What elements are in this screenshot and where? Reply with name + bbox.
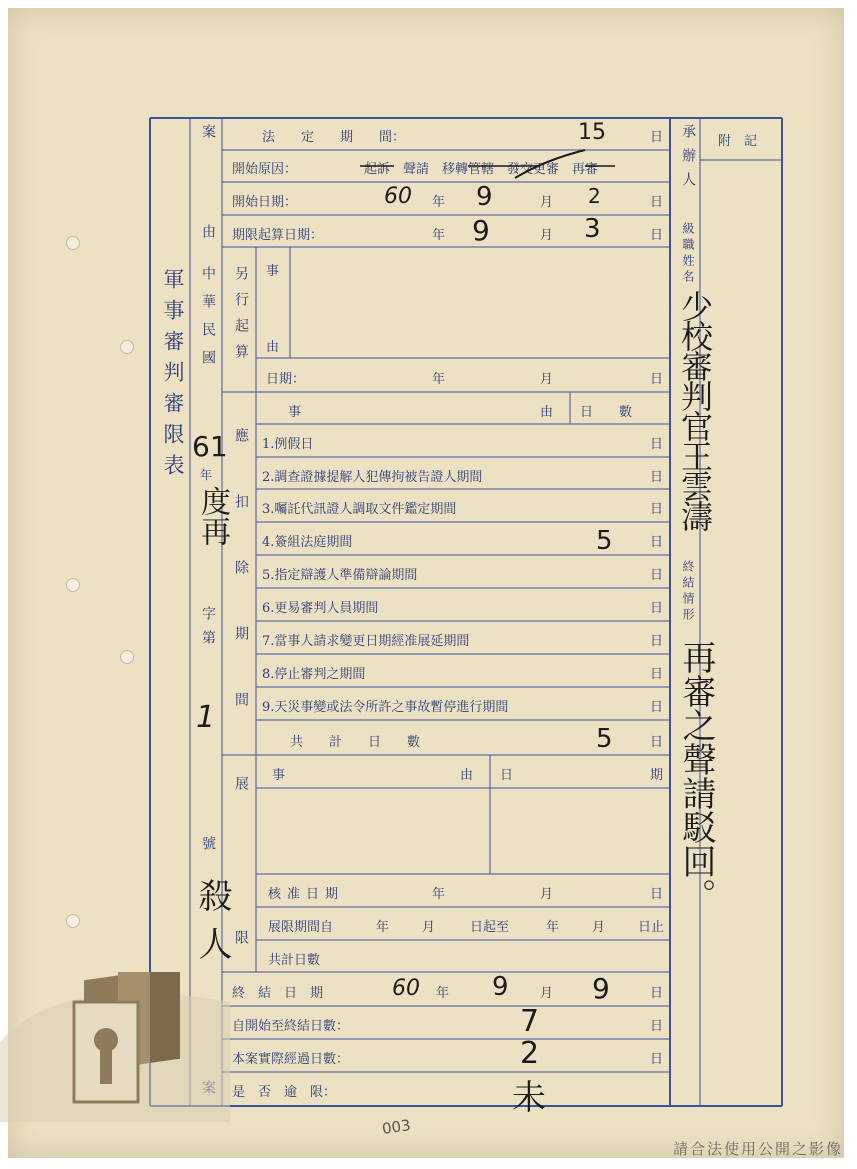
- start-year-value: 60: [384, 184, 412, 209]
- end-year-unit: 年: [436, 986, 450, 1001]
- other-calc-year-unit: 年: [432, 372, 446, 387]
- start-month-value: 9: [476, 182, 493, 212]
- extend-from-month-unit: 月: [422, 920, 436, 935]
- legal-period-label: 法 定 期 間：: [262, 130, 406, 145]
- usage-watermark: 請合法使用公開之影像: [672, 1140, 843, 1158]
- handler-label: 承辦人: [680, 124, 696, 196]
- other-calc-day-unit: 日: [650, 372, 664, 387]
- deduct-item-label: 1.例假日: [262, 437, 314, 452]
- calc-day-unit: 日: [650, 228, 664, 243]
- start-day-unit: 日: [650, 195, 664, 210]
- extend-label: 展限: [233, 776, 249, 1084]
- calc-day-value: 3: [584, 214, 601, 244]
- other-calc-date-label: 日期：: [266, 372, 306, 387]
- deduct-header-days: 日 數: [580, 405, 633, 420]
- start-day-value: 2: [588, 184, 601, 208]
- extend-to-month-unit: 月: [592, 920, 606, 935]
- deduct-total-value: 5: [596, 724, 613, 754]
- start-date-label: 開始日期：: [232, 195, 298, 210]
- calc-year-unit: 年: [432, 228, 446, 243]
- extend-header-period: 期: [650, 768, 664, 783]
- approve-year-unit: 年: [432, 887, 446, 902]
- deduct-label: 應扣除期間: [233, 428, 249, 758]
- approve-date-label: 核准日期: [268, 887, 345, 902]
- actual-days-label: 本案實際經過日數：: [232, 1052, 350, 1067]
- deduct-item-label: 6.更易審判人員期間: [262, 601, 379, 616]
- deduct-item-label: 7.當事人請求變更日期經准展延期間: [262, 634, 470, 649]
- deduct-item-label: 9.天災事變或法令所許之事故暫停進行期間: [262, 700, 509, 715]
- deduct-item-label: 3.囑託代訊證人調取文件鑑定期間: [262, 502, 457, 517]
- case-type-handwritten: 度再: [195, 486, 230, 546]
- deduct-item4-value: 5: [596, 526, 613, 556]
- zi-label: 字第: [200, 606, 216, 654]
- end-month-unit: 月: [540, 986, 554, 1001]
- deduct-item-day-unit: 日: [650, 502, 664, 517]
- extend-header-shi: 事: [272, 768, 286, 783]
- deduct-item-day-unit: 日: [650, 470, 664, 485]
- approve-month-unit: 月: [540, 887, 554, 902]
- overdue-label: 是 否 逾 限：: [232, 1085, 337, 1100]
- start-reason-options: 起訴 聲請 移轉管轄 發交更審 再審: [364, 162, 599, 177]
- start-to-end-value: 7: [520, 1004, 540, 1039]
- hao-label: 號: [200, 836, 216, 850]
- other-calc-label: 另行起算: [233, 266, 249, 370]
- extend-from-to: 日起至: [470, 920, 510, 935]
- extend-to-end: 日止: [638, 920, 665, 935]
- end-day-unit: 日: [650, 986, 664, 1001]
- form-title: 軍事審判審限表: [161, 268, 185, 485]
- deduct-item-label: 5.指定辯護人準備辯論期間: [262, 568, 418, 583]
- remarks-label: 附 記: [718, 134, 758, 149]
- other-calc-you: 由: [266, 340, 280, 355]
- calc-month-value: 9: [472, 214, 490, 247]
- extend-header-you: 由: [460, 768, 474, 783]
- start-to-end-day-unit: 日: [650, 1019, 664, 1034]
- case-reason-handwritten: 殺人: [192, 878, 232, 974]
- end-month-value: 9: [492, 972, 509, 1002]
- case-reason-label: 由: [200, 224, 216, 238]
- handler-handwritten: 少校審判官王雲濤: [676, 290, 714, 530]
- case-number-handwritten: 1: [196, 700, 216, 735]
- start-reason-label: 開始原因：: [232, 162, 298, 177]
- deduct-item-day-unit: 日: [650, 535, 664, 550]
- extend-total-label: 共計日數: [268, 953, 321, 968]
- calc-date-label: 期限起算日期：: [232, 228, 324, 243]
- archive-logo-icon: [0, 972, 230, 1122]
- deduct-item-label: 2.調查證據提解人犯傳拘被告證人期間: [262, 470, 483, 485]
- extend-to-year-unit: 年: [546, 920, 560, 935]
- deduct-total-label: 共 計 日 數: [290, 735, 421, 750]
- year-prefix: 中華民國: [200, 266, 216, 378]
- page-number-handwritten: 003: [380, 1116, 412, 1138]
- result-label: 終結情形: [681, 560, 695, 624]
- actual-days-day-unit: 日: [650, 1052, 664, 1067]
- deduct-item-day-unit: 日: [650, 568, 664, 583]
- other-calc-month-unit: 月: [540, 372, 554, 387]
- extend-from-year-unit: 年: [376, 920, 390, 935]
- deduct-item-day-unit: 日: [650, 601, 664, 616]
- calc-month-unit: 月: [540, 228, 554, 243]
- year-suffix: 年: [200, 468, 213, 482]
- start-to-end-label: 自開始至終結日數：: [232, 1019, 350, 1034]
- deduct-item-day-unit: 日: [650, 437, 664, 452]
- actual-days-value: 2: [520, 1036, 540, 1071]
- extend-header-day: 日: [500, 768, 514, 783]
- result-handwritten: 再審之聲請駁回。: [676, 640, 716, 912]
- other-calc-shi: 事: [266, 264, 280, 279]
- rank-label: 級職姓名: [681, 222, 695, 286]
- end-day-value: 9: [592, 972, 610, 1005]
- start-month-unit: 月: [540, 195, 554, 210]
- overdue-value: 未: [512, 1078, 546, 1118]
- year-handwritten: 61: [192, 430, 228, 463]
- case-label: 案: [200, 124, 216, 138]
- start-year-unit: 年: [432, 195, 446, 210]
- deduct-total-day-unit: 日: [650, 735, 664, 750]
- deduct-item-day-unit: 日: [650, 700, 664, 715]
- approve-day-unit: 日: [650, 887, 664, 902]
- end-year-value: 60: [392, 976, 420, 1001]
- legal-period-day-unit: 日: [650, 130, 664, 145]
- deduct-item-day-unit: 日: [650, 667, 664, 682]
- deduct-header-you: 由: [540, 405, 554, 420]
- legal-period-value: 15: [578, 120, 606, 145]
- deduct-item-label: 8.停止審判之期間: [262, 667, 366, 682]
- extend-period-label: 展限期間自: [268, 920, 334, 935]
- end-date-label: 終 結 日 期: [232, 986, 324, 1001]
- deduct-item-day-unit: 日: [650, 634, 664, 649]
- deduct-item-label: 4.簽組法庭期間: [262, 535, 353, 550]
- deduct-header-shi: 事: [288, 405, 302, 420]
